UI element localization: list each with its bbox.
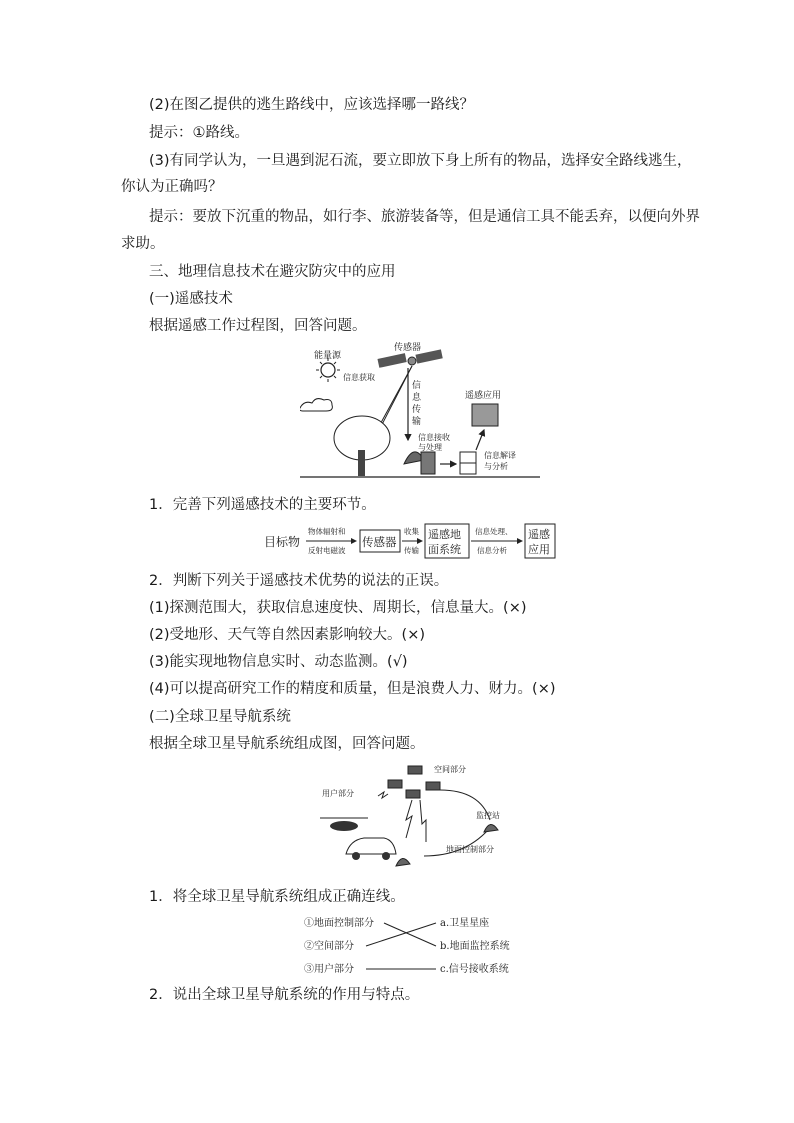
flow-arrow3-top: 信息处理、 <box>475 527 513 536</box>
flow-ground-1: 遥感地 <box>428 528 461 541</box>
info-acquire-label: 信息获取 <box>343 373 375 382</box>
flow-sensor: 传感器 <box>362 535 397 549</box>
flow-target: 目标物 <box>264 535 301 549</box>
flow-ground-2: 面系统 <box>428 543 461 556</box>
flow-arrow2-top: 收集 <box>404 527 419 536</box>
app-label: 遥感应用 <box>465 391 502 401</box>
answer-3-line1: 提示：要放下沉重的物品，如行李、旅游装备等，但是通信工具不能丢弃，以便向外界 <box>149 209 700 225</box>
section-3-heading: 三、地理信息技术在避灾防灾中的应用 <box>149 264 396 280</box>
tree-icon <box>334 416 390 476</box>
match-right-2: b.地面监控系统 <box>440 941 510 952</box>
flow-arrow1-bottom: 反射电磁波 <box>308 546 346 555</box>
remote-sensing-flow <box>264 522 564 562</box>
car-icon <box>346 838 396 860</box>
remote-sensing-intro: 根据遥感工作过程图，回答问题。 <box>149 318 367 334</box>
question-3-line2: 你认为正确吗？ <box>121 179 223 195</box>
match-right-1: a.卫星星座 <box>440 918 490 929</box>
space-label: 空间部分 <box>434 765 466 774</box>
judgement-1: (1)探测范围大，获取信息速度快、周期长，信息量大。(×) <box>149 600 527 616</box>
gnss-question-2: 2．说出全球卫星导航系统的作用与特点。 <box>149 987 420 1003</box>
transfer-label-1: 信 <box>412 381 422 391</box>
judgement-4: (4)可以提高研究工作的精度和质量，但是浪费人力、财力。(×) <box>149 681 556 697</box>
judgement-3: (3)能实现地物信息实时、动态监测。(√) <box>149 654 408 670</box>
rs-question-1: 1．完善下列遥感技术的主要环节。 <box>149 497 376 513</box>
interpret-label-1: 信息解译 <box>484 451 516 460</box>
interpret-label-2: 与分析 <box>484 462 508 471</box>
monitor-label: 监控站 <box>476 811 500 820</box>
map-thumbnail <box>472 404 498 426</box>
question-2: (2)在图乙提供的逃生路线中，应该选择哪一路线？ <box>149 97 475 113</box>
ground-control-label: 地面控制部分 <box>446 845 494 854</box>
cloud-icon <box>300 399 332 411</box>
flow-arrow2-bottom: 传输 <box>404 546 419 555</box>
flow-arrow1-top: 物体辐射和 <box>308 527 346 536</box>
flow-arrow3-bottom: 信息分析 <box>477 546 507 555</box>
remote-sensing-process-diagram <box>300 340 540 480</box>
sun-icon <box>316 358 340 382</box>
match-left-2: ②空间部分 <box>304 941 354 952</box>
gnss-intro: 根据全球卫星导航系统组成图，回答问题。 <box>149 736 425 752</box>
energy-source-label: 能量源 <box>314 351 342 361</box>
gnss-composition-diagram <box>316 760 516 872</box>
answer-3-line2: 求助。 <box>121 236 165 252</box>
subsection-gnss: (二)全球卫星导航系统 <box>149 709 291 725</box>
subsection-remote-sensing: (一)遥感技术 <box>149 291 233 307</box>
sensor-label: 传感器 <box>394 343 422 353</box>
transfer-label-2: 息 <box>412 393 422 403</box>
user-label: 用户部分 <box>322 789 354 798</box>
gnss-question-1: 1．将全球卫星导航系统组成正确连线。 <box>149 889 405 905</box>
transfer-label-3: 传 <box>412 405 422 415</box>
transfer-label-4: 输 <box>412 417 422 427</box>
satellite-constellation-icon <box>388 766 440 798</box>
match-right-3: c.信号接收系统 <box>440 964 509 975</box>
receive-label-2: 与处理 <box>418 443 442 452</box>
receive-label-1: 信息接收 <box>418 433 450 442</box>
judgement-2: (2)受地形、天气等自然因素影响较大。(×) <box>149 627 426 643</box>
match-left-3: ③用户部分 <box>304 964 354 975</box>
match-left-1: ①地面控制部分 <box>304 918 374 929</box>
flow-app-1: 遥感 <box>528 528 550 541</box>
antenna-dish-icon <box>404 452 435 474</box>
gnss-matching <box>304 914 524 980</box>
computer-icon <box>460 452 476 474</box>
flow-app-2: 应用 <box>528 543 550 556</box>
answer-2: 提示：①路线。 <box>149 125 249 141</box>
question-3-line1: (3)有同学认为，一旦遇到泥石流，要立即放下身上所有的物品，选择安全路线逃生， <box>149 153 692 169</box>
rs-question-2: 2．判断下列关于遥感技术优势的说法的正误。 <box>149 573 449 589</box>
helicopter-icon <box>320 818 368 831</box>
